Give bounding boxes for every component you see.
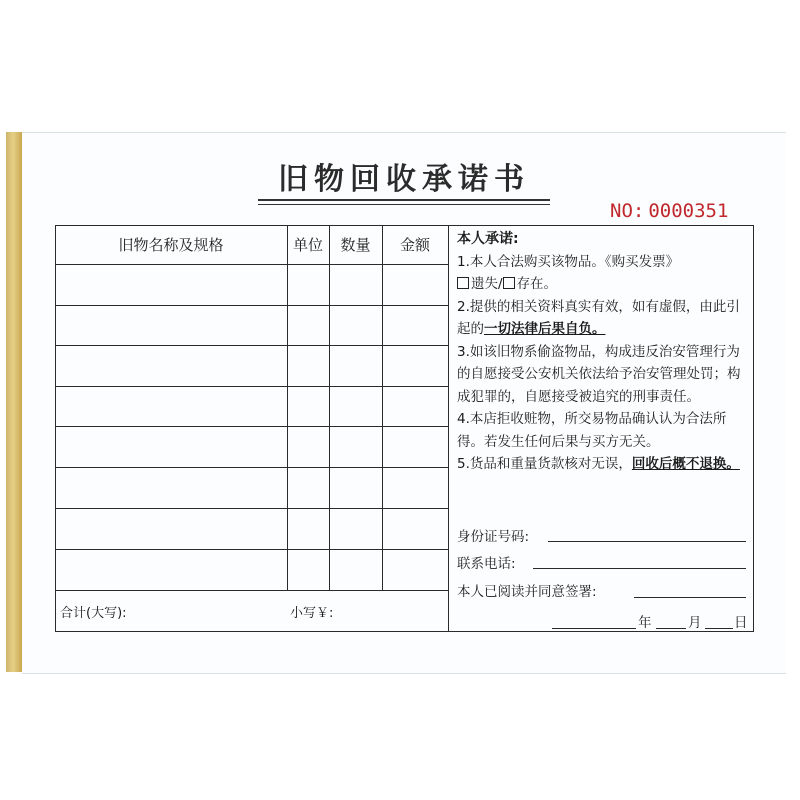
pledge-item-4: 4.本店拒收赃物，所交易物品确认认为合法所得。若发生任何后果与买方无关。 (457, 411, 727, 450)
row-line (55, 305, 448, 306)
title-underline-thin (258, 204, 550, 205)
row-line (55, 386, 448, 387)
checkbox-lost[interactable] (457, 277, 469, 289)
id-number-label: 身份证号码: (457, 529, 530, 545)
col-line-qty (329, 225, 330, 590)
header-unit: 单位 (292, 236, 323, 254)
day-field[interactable] (705, 628, 733, 629)
checkbox-exist[interactable] (503, 277, 515, 289)
phone-label: 联系电话: (457, 556, 516, 572)
pledge-item-5-text: 5.货品和重量货款核对无误， (457, 456, 632, 472)
pledge-title: 本人承诺: (457, 231, 519, 247)
pledge-item-2-emphasis: 一切法律后果自负。 (484, 321, 606, 337)
serial-number (610, 200, 728, 222)
pledge-item-2-text: 2.提供的相关资料真实有效，如有虚假，由此引起的 (457, 298, 740, 337)
row-line (55, 549, 448, 550)
row-line (55, 508, 448, 509)
serial-prefix: NO: (610, 200, 645, 222)
pledge-item-1 (457, 251, 749, 296)
phone-field[interactable] (533, 568, 746, 569)
pledge-item-1-text: 1.本人合法购买该物品。《购买发票》 (457, 253, 680, 270)
row-line (55, 467, 448, 468)
option-exist: 存在。 (516, 276, 558, 292)
section-divider (448, 225, 449, 632)
col-line-amount (382, 225, 383, 590)
col-line-unit (287, 225, 288, 590)
year-field[interactable] (552, 628, 636, 629)
signature-label: 本人已阅读并同意签署: (457, 584, 597, 600)
id-number-field[interactable] (548, 541, 746, 542)
document-title: 旧物回收承诺书 (278, 162, 530, 197)
total-lowercase-label: 小写￥: (290, 606, 334, 621)
title-underline (258, 199, 550, 201)
year-label: 年 (638, 615, 652, 631)
row-line (55, 345, 448, 346)
month-field[interactable] (656, 628, 686, 629)
header-quantity: 数量 (340, 236, 371, 254)
row-line (55, 426, 448, 427)
option-lost: 遗失/ (471, 276, 503, 292)
serial-value: 0000351 (648, 200, 729, 222)
pledge-item-5-emphasis: 回收后概不退换。 (631, 456, 740, 472)
pledge-item-3: 3.如该旧物系偷盗物品，构成违反治安管理行为的自愿接受公安机关依法给予治安管理处罚；构成犯罪的，自愿接受被追究的刑事责任。 (457, 343, 741, 405)
row-line (55, 264, 448, 265)
signature-field[interactable] (634, 597, 746, 598)
binding-strip (6, 132, 23, 672)
total-uppercase-label: 合计(大写): (60, 606, 127, 621)
month-label: 月 (688, 615, 702, 631)
pledge-item-2 (457, 296, 749, 341)
header-item-name: 旧物名称及规格 (118, 236, 224, 254)
pledge-item-5 (457, 453, 749, 476)
pledge-section (457, 228, 749, 476)
day-label: 日 (734, 615, 748, 631)
header-amount: 金额 (399, 236, 430, 254)
row-line (55, 590, 448, 591)
